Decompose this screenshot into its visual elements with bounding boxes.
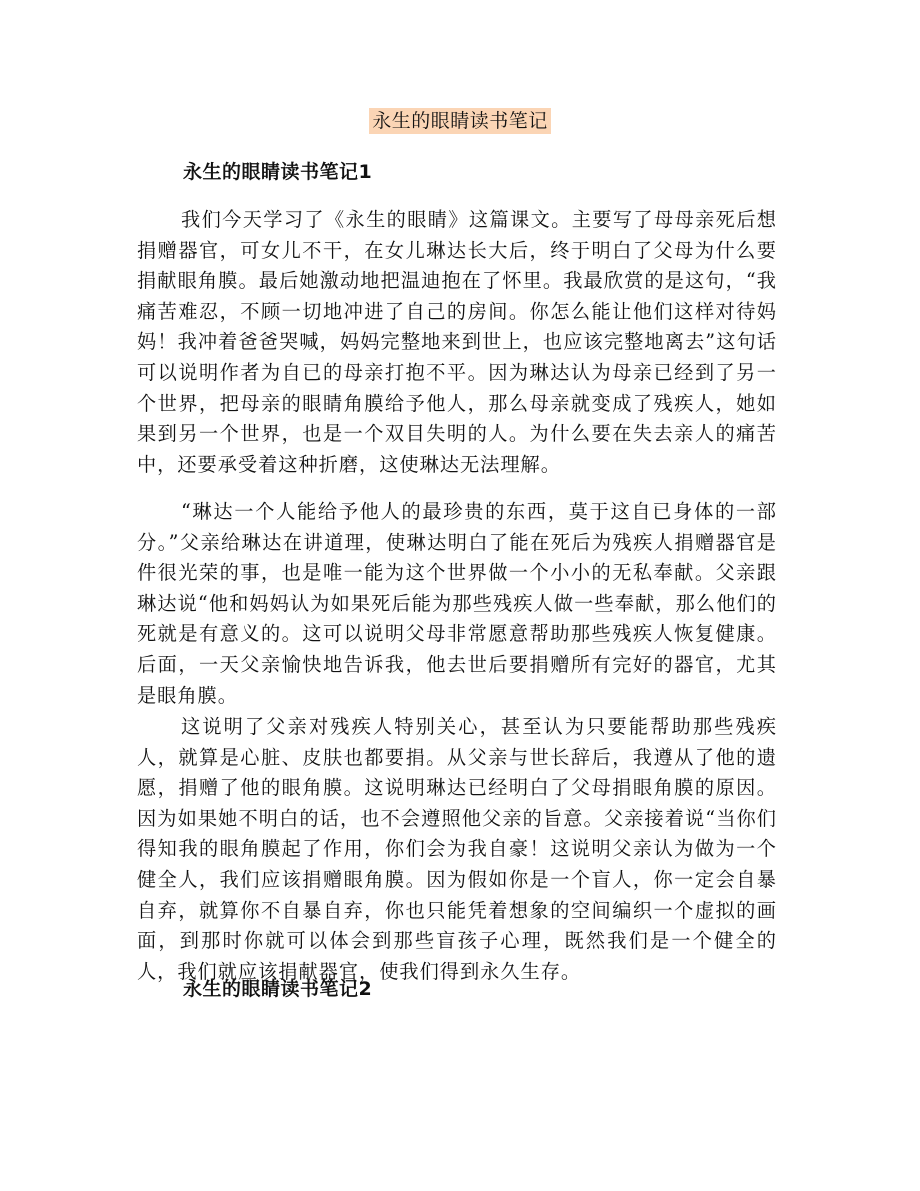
- paragraph-3: 这说明了父亲对残疾人特别关心，甚至认为只要能帮助那些残疾人，就算是心脏、皮肤也都要捐。从父亲与世长辞后，我遵从了他的遗愿，捐赠了他的眼角膜。这说明琳达已经明白了父母捐眼角膜的原因。因为如果她不明白的话，也不会遵照他父亲的旨意。父亲接着说“当你们得知我的眼角膜起了作用，你们会为我自豪！这说明父亲认为做为一个健全人，我们应该捐赠眼角膜。因为假如你是一个盲人，你一定会自暴自弃，就算你不自暴自弃，你也只能凭着想象的空间编织一个虚拟的画面，到那时你就可以体会到那些盲孩子心理，既然我们是一个健全的人，我们就应该捐献器官，使我们得到永久生存。: [137, 715, 777, 983]
- section-heading-2: 永生的眼睛读书笔记2: [183, 978, 373, 1000]
- section-heading-1: 永生的眼睛读书笔记1: [183, 161, 373, 183]
- document-title: 永生的眼睛读书笔记: [369, 108, 551, 134]
- paragraph-2: “琳达一个人能给予他人的最珍贵的东西，莫于这自已身体的一部分。”父亲给琳达在讲道理，使琳达明白了能在死后为残疾人捐赠器官是件很光荣的事，也是唯一能为这个世界做一个小小的无私奉献。父亲跟琳达说“他和妈妈认为如果死后能为那些残疾人做一些奉献，那么他们的死就是有意义的。这可以说明父母非常愿意帮助那些残疾人恢复健康。后面，一天父亲愉快地告诉我，他去世后要捐赠所有完好的器官，尤其是眼角膜。: [137, 500, 777, 707]
- paragraph-1: 我们今天学习了《永生的眼睛》这篇课文。主要写了母母亲死后想捐赠器官，可女儿不干，在女儿琳达长大后，终于明白了父母为什么要捐献眼角膜。最后她激动地把温迪抱在了怀里。我最欣赏的是这句，“我痛苦难忍，不顾一切地冲进了自己的房间。你怎么能让他们这样对待妈妈！我冲着爸爸哭喊，妈妈完整地来到世上，也应该完整地离去”这句话可以说明作者为自已的母亲打抱不平。因为琳达认为母亲已经到了另一个世界，把母亲的眼睛角膜给予他人，那么母亲就变成了残疾人，她如果到另一个世界，也是一个双目失明的人。为什么要在失去亲人的痛苦中，还要承受着这种折磨，这使琳达无法理解。: [137, 208, 777, 476]
- title-container: [0, 108, 920, 134]
